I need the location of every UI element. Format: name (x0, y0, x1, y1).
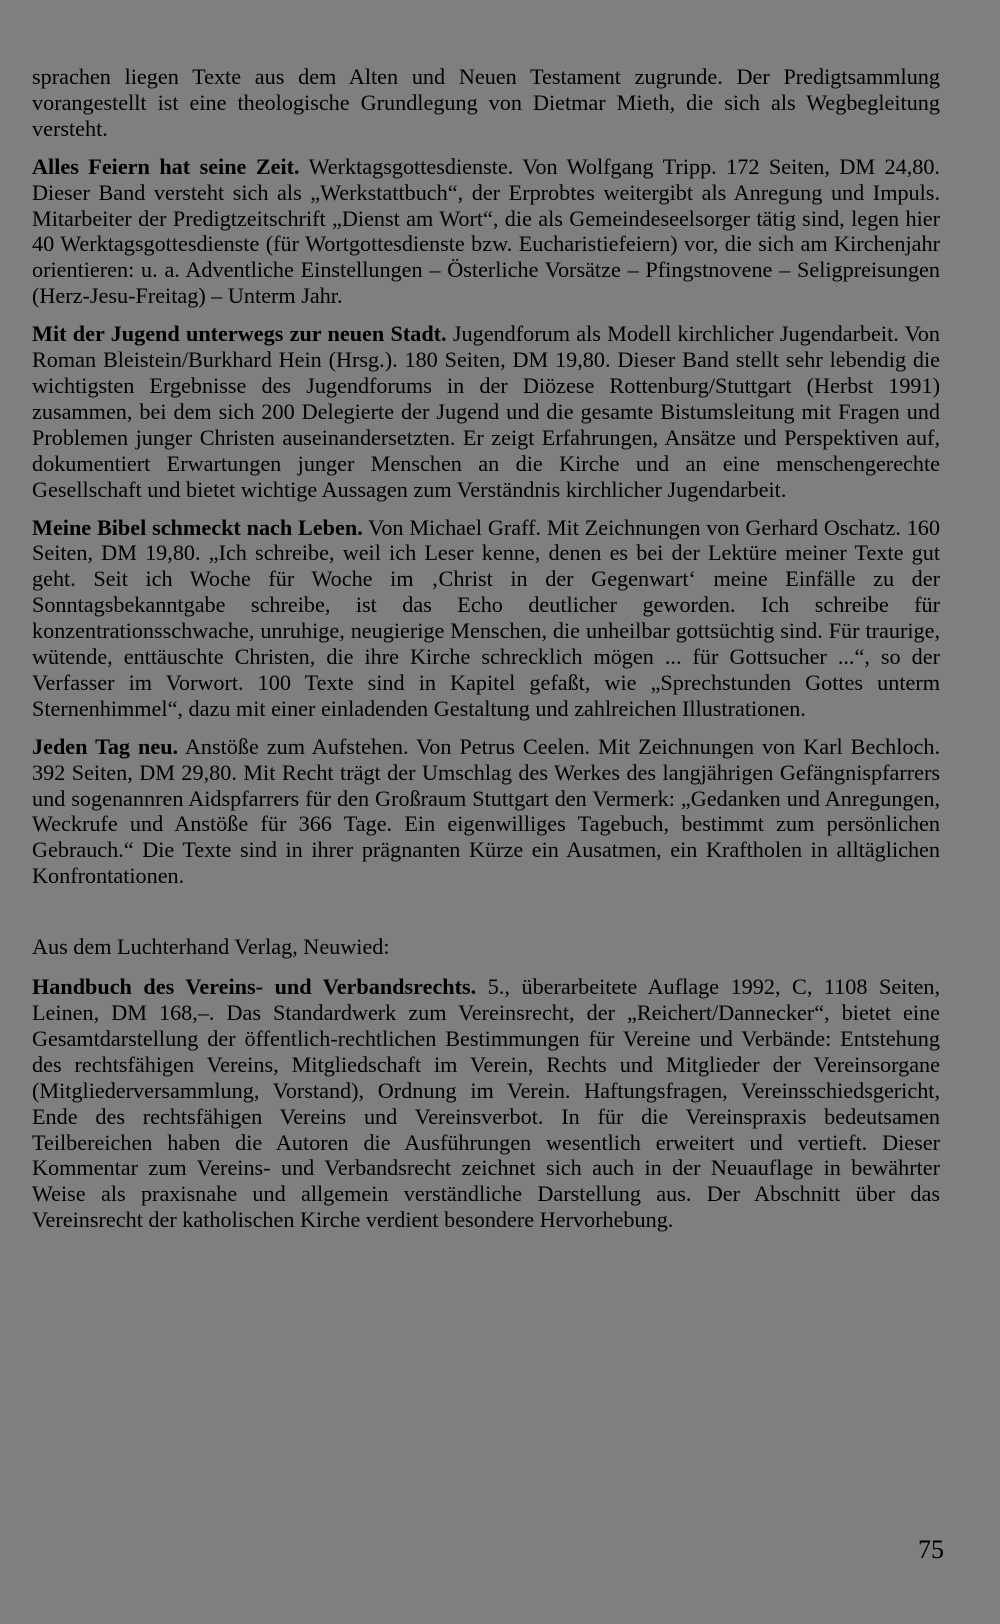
book-title: Meine Bibel schmeckt nach Leben. (32, 514, 363, 540)
intro-paragraph: sprachen liegen Texte aus dem Alten und Neuen Testament zugrunde. Der Predigtsammlung vorangestellt ist eine theologische Grundlegung von Dietmar Mieth, die sich als Wegbegleitung versteht. (32, 64, 940, 141)
publisher-heading: Aus dem Luchterhand Verlag, Neuwied: (32, 934, 390, 960)
book-description: Von Michael Graff. Mit Zeichnungen von Gerhard Oschatz. 160 Seiten, DM 19,80. „Ich schreibe, weil ich Leser kenne, denen es bei der Lektüre meiner Texte gut geht. Seit ich Woche für Woche im ‚Christ in der Gegenwart‘ meine Einfälle zu der Sonntagsbekanntgabe schreibe, ist das Echo deutlicher geworden. Ich schreibe für konzentrationsschwache, unruhige, neugierige Menschen, die unheilbar gottsüchtig sind. Für traurige, wütende, enttäuschte Christen, die ihre Kirche schrecklich mögen ... für Gottsucher ...“, so der Verfasser im Vorwort. 100 Texte sind in Kapitel gefaßt, wie „Sprechstunden Gottes unterm Sternenhimmel“, dazu mit einer einladenden Gestaltung und zahlreichen Illustrationen. (32, 514, 940, 721)
book-title: Alles Feiern hat seine Zeit. (32, 153, 300, 179)
book-description: 5., überarbeitete Auflage 1992, C, 1108 Seiten, Leinen, DM 168,–. Das Standardwerk zum Vereinsrecht, der „Reichert/Dannecker“, bietet eine Gesamtdarstellung der öffentlich-rechtlichen Bestimmungen für Vereine und Verbände: Entstehung des rechtsfähigen Vereins, Mitgliedschaft im Verein, Rechts und Mitglieder der Vereinsorgane (Mitgliederversammlung, Vorstand), Ordnung im Verein. Haftungsfragen, Vereinsschiedsgericht, Ende des rechtsfähigen Vereins und Vereinsverbot. In für die Vereinspraxis bedeutsamen Teilbereichen haben die Autoren die Ausführungen wesentlich erweitert und vertieft. Dieser Kommentar zum Vereins- und Verbandsrecht zeichnet sich auch in der Neuauflage in bewährter Weise als praxisnahe und allgemein verständliche Darstellung aus. Der Abschnitt über das Vereinsrecht der katholischen Kirche verdient besondere Hervorhebung. (32, 974, 940, 1233)
book-entry (32, 974, 940, 1233)
book-description: Werktagsgottesdienste. Von Wolfgang Tripp. 172 Seiten, DM 24,80. Dieser Band versteht sich als „Werkstattbuch“, der Erprobtes weitergibt als Anregung und Impuls. Mitarbeiter der Predigtzeitschrift „Dienst am Wort“, die als Gemeindeseelsorger tätig sind, legen hier 40 Werktagsgottesdienste (für Wortgottesdienste bzw. Eucharistiefeiern) vor, die sich am Kirchenjahr orientieren: u. a. Adventliche Einstellungen – Österliche Vorsätze – Pfingstnovene – Seligpreisungen (Herz-Jesu-Freitag) – Unterm Jahr. (32, 153, 940, 309)
book-description: Anstöße zum Aufstehen. Von Petrus Ceelen. Mit Zeichnungen von Karl Bechloch. 392 Seiten, DM 29,80. Mit Recht trägt der Umschlag des Werkes des langjährigen Gefängnispfarrers und sogenannren Aidspfarrers für den Großraum Stuttgart den Vermerk: „Gedanken und Anregungen, Weckrufe und Anstöße für 366 Tage. Ein eigenwilliges Tagebuch, bestimmt zum persönlichen Gebrauch.“ Die Texte sind in ihrer prägnanten Kürze ein Ausatmen, ein Kraftholen in alltäglichen Konfrontationen. (32, 733, 941, 889)
book-description: Jugendforum als Modell kirchlicher Jugendarbeit. Von Roman Bleistein/Burkhard Hein (Hrsg.). 180 Seiten, DM 19,80. Dieser Band stellt sehr lebendig die wichtigsten Ergebnisse des Jugendforums in der Diözese Rottenburg/Stuttgart (Herbst 1991) zusammen, bei dem sich 200 Delegierte der Jugend und die gesamte Bistumsleitung mit Fragen und Problemen junger Christen auseinandersetzten. Er zeigt Erfahrungen, Ansätze und Perspektiven auf, dokumentiert Erwartungen junger Menschen an die Kirche und an eine menschengerechte Gesellschaft und bietet wichtige Aussagen zum Verständnis kirchlicher Jugendarbeit. (32, 321, 940, 502)
book-title: Handbuch des Vereins- und Verbandsrechts. (32, 974, 477, 1000)
book-title: Jeden Tag neu. (32, 733, 179, 759)
book-entry (32, 515, 940, 722)
document-page (32, 64, 940, 1245)
book-entry (32, 734, 940, 889)
book-title: Mit der Jugend unterwegs zur neuen Stadt. (32, 321, 447, 347)
page-number: 75 (918, 1535, 944, 1564)
book-entry (32, 154, 940, 309)
book-entry (32, 321, 940, 502)
